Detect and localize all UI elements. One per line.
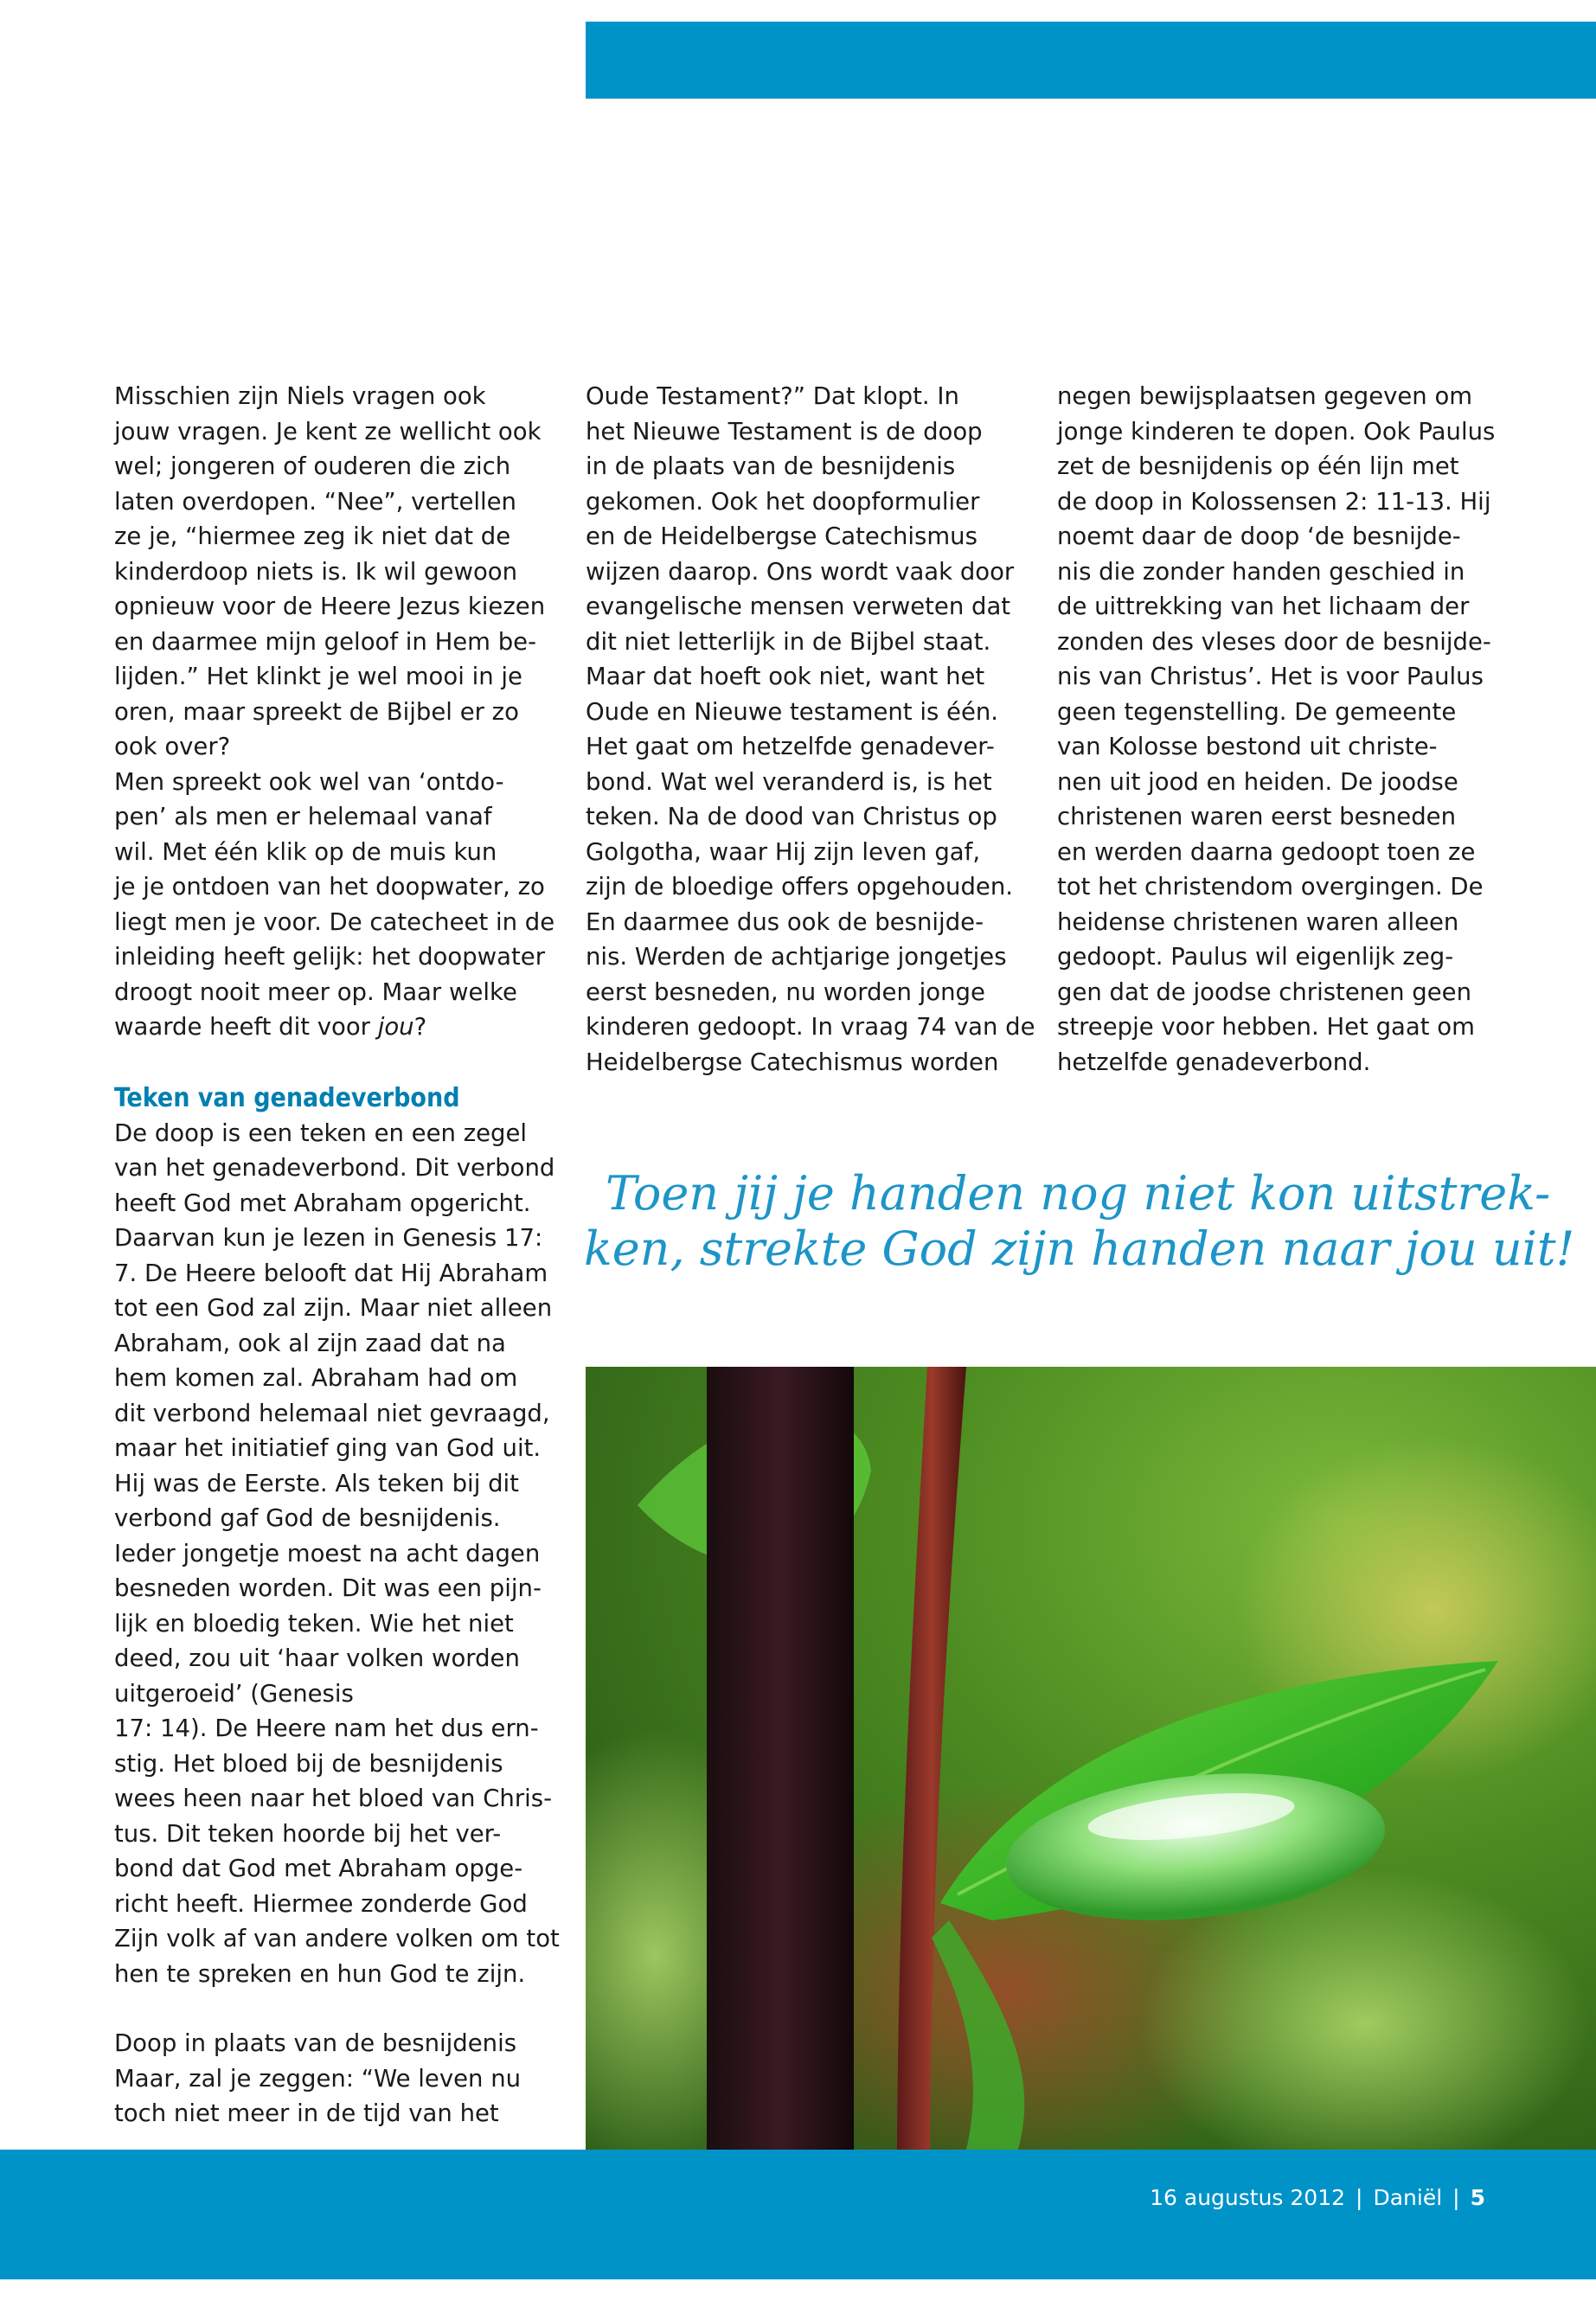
text-line: jonge kinderen te dopen. Ook Paulus — [1057, 417, 1496, 445]
text-line: hetzelfde genadeverbond. — [1057, 1048, 1371, 1076]
text-line: 7. De Heere belooft dat Hij Abraham — [114, 1259, 548, 1287]
text-line: tot het christendom overgingen. De — [1057, 873, 1484, 901]
pull-quote-line: ken, strekte God zijn handen naar jou uit! — [584, 1221, 1575, 1276]
pull-quote-line: Toen jij je handen nog niet kon uitstrek- — [606, 1166, 1551, 1221]
text-line: geen tegenstelling. De gemeente — [1057, 697, 1457, 726]
emphasis-jou: jou — [377, 1013, 414, 1041]
text-line: toch niet meer in de tijd van het — [114, 2099, 499, 2127]
text-line: verbond gaf God de besnijdenis. — [114, 1504, 501, 1532]
text-line: heidense christenen waren alleen — [1057, 907, 1459, 936]
text-line: maar het initiatief ging van God uit. — [114, 1434, 542, 1462]
text-line: zet de besnijdenis op één lijn met — [1057, 452, 1459, 480]
text-line: Maar, zal je zeggen: “We leven nu — [114, 2064, 522, 2093]
text-line: Doop in plaats van de besnijdenis — [114, 2029, 517, 2057]
top-header-bar — [586, 22, 1596, 99]
text-line: Maar dat hoeft ook niet, want het — [586, 663, 985, 690]
text-line: nen uit jood en heiden. De joodse — [1057, 767, 1458, 796]
text-line: De doop is een teken en een zegel — [114, 1118, 528, 1147]
text-line: nis. Werden de achtjarige jongetjes — [586, 943, 1007, 971]
text-line: besneden worden. Dit was een pijn- — [114, 1574, 542, 1602]
text-line: en daarmee mijn geloof in Hem be- — [114, 627, 537, 656]
text-line: nis die zonder handen geschied in — [1057, 557, 1465, 586]
text-line: het Nieuwe Testament is de doop — [586, 417, 983, 445]
text-line: de uittrekking van het lichaam der — [1057, 593, 1470, 620]
text-line: opnieuw voor de Heere Jezus kiezen — [114, 593, 546, 620]
text-line: dit verbond helemaal niet gevraagd, — [114, 1399, 550, 1427]
text-line: en de Heidelbergse Catechismus — [586, 522, 977, 550]
text-line: kinderdoop niets is. Ik wil gewoon — [114, 557, 518, 586]
text-line: wil. Met één klik op de muis kun — [114, 837, 497, 866]
text-line: tus. Dit teken hoorde bij het ver- — [114, 1819, 502, 1848]
text-line: noemt daar de doop ‘de besnijde- — [1057, 522, 1461, 550]
text-line: christenen waren eerst besneden — [1057, 803, 1457, 830]
text-line: in de plaats van de besnijdenis — [586, 452, 956, 480]
text-line: wijzen daarop. Ons wordt vaak door — [586, 557, 1015, 586]
text-line: bond. Wat wel veranderd is, is het — [586, 767, 992, 796]
text-line: de doop in Kolossensen 2: 11-13. Hij — [1057, 487, 1491, 516]
text-line: uitgeroeid’ (Genesis — [114, 1679, 354, 1708]
text-line: Daarvan kun je lezen in Genesis 17: — [114, 1224, 543, 1252]
text-line: Zijn volk af van andere volken om tot — [114, 1925, 560, 1952]
pull-quote — [584, 1166, 1575, 1277]
leaf-dewdrop-photo — [586, 1367, 1596, 2150]
text-line: kinderen gedoopt. In vraag 74 van de — [586, 1013, 1035, 1041]
text-line: Men spreekt ook wel van ‘ontdo- — [114, 767, 504, 796]
text-line: dit niet letterlijk in de Bijbel staat. — [586, 627, 991, 656]
text-line: negen bewijsplaatsen gegeven om — [1057, 382, 1473, 410]
text-line: oren, maar spreekt de Bijbel er zo — [114, 697, 519, 726]
text-line: Abraham, ook al zijn zaad dat na — [114, 1329, 506, 1357]
text-line: zijn de bloedige offers opgehouden. — [586, 873, 1014, 901]
text-column-3 — [1057, 379, 1507, 1080]
section-heading: Teken van genadeverbond — [114, 1082, 460, 1113]
text-line: tot een God zal zijn. Maar niet alleen — [114, 1294, 553, 1322]
text-line: Golgotha, waar Hij zijn leven gaf, — [586, 837, 981, 866]
page-footer — [1150, 2185, 1485, 2210]
footer-magazine: Daniël — [1373, 2185, 1443, 2210]
text-line: evangelische mensen verweten dat — [586, 593, 1011, 620]
text-line: inleiding heeft gelijk: het doopwater — [114, 943, 545, 971]
text-line: ook over? — [114, 733, 231, 760]
text-line: lijk en bloedig teken. Wie het niet — [114, 1609, 514, 1638]
footer-separator: | — [1452, 2185, 1460, 2210]
page-number: 5 — [1470, 2185, 1485, 2210]
text-line: gen dat de joodse christenen geen — [1057, 977, 1471, 1006]
text-line: nis van Christus’. Het is voor Paulus — [1057, 663, 1484, 690]
text-line: wel; jongeren of ouderen die zich — [114, 452, 511, 480]
bottom-footer-bar — [0, 2150, 1596, 2279]
text-line: Hij was de Eerste. Als teken bij dit — [114, 1469, 519, 1497]
genadeverbond-paragraph — [114, 1116, 560, 1992]
text-line: heeft God met Abraham opgericht. — [114, 1189, 531, 1217]
text-line: gedoopt. Paulus wil eigenlijk zeg- — [1057, 943, 1454, 971]
text-line: teken. Na de dood van Christus op — [586, 803, 997, 830]
text-line: bond dat God met Abraham opge- — [114, 1855, 523, 1882]
footer-separator: | — [1356, 2185, 1363, 2210]
text-line: stig. Het bloed bij de besnijdenis — [114, 1749, 503, 1778]
text-line: zonden des vleses door de besnijde- — [1057, 627, 1491, 656]
footer-date: 16 augustus 2012 — [1150, 2185, 1346, 2210]
text-line: jouw vragen. Je kent ze wellicht ook — [114, 417, 542, 445]
text-line: hem komen zal. Abraham had om — [114, 1364, 518, 1392]
intro-paragraph — [114, 379, 555, 1045]
text-line: Oude en Nieuwe testament is één. — [586, 697, 999, 726]
text-line: droogt nooit meer op. Maar welke — [114, 977, 517, 1006]
text-line — [114, 1009, 547, 1045]
text-column-2 — [586, 379, 1035, 1080]
text-line-prefix: waarde heeft dit voor — [114, 1013, 378, 1041]
text-line: 17: 14). De Heere nam het dus ern- — [114, 1715, 539, 1742]
text-line: wees heen naar het bloed van Chris- — [114, 1785, 553, 1812]
text-line: Misschien zijn Niels vragen ook — [114, 382, 486, 410]
text-line: lijden.” Het klinkt je wel mooi in je — [114, 663, 522, 690]
text-line: ze je, “hiermee zeg ik niet dat de — [114, 522, 511, 550]
text-line: deed, zou uit ‘haar volken worden — [114, 1644, 520, 1672]
text-line: Heidelbergse Catechismus worden — [586, 1048, 999, 1076]
text-line: van het genadeverbond. Dit verbond — [114, 1154, 555, 1182]
text-line-suffix: ? — [413, 1013, 427, 1041]
text-line: pen’ als men er helemaal vanaf — [114, 803, 492, 830]
text-line: Het gaat om hetzelfde genadever- — [586, 733, 995, 760]
text-line: Oude Testament?” Dat klopt. In — [586, 382, 959, 410]
text-line: laten overdopen. “Nee”, vertellen — [114, 487, 516, 516]
text-line: richt heeft. Hiermee zonderde God — [114, 1889, 528, 1918]
text-line: van Kolosse bestond uit christe- — [1057, 733, 1438, 760]
text-line: liegt men je voor. De catecheet in de — [114, 907, 555, 936]
text-line: Ieder jongetje moest na acht dagen — [114, 1539, 541, 1567]
doop-paragraph — [114, 2026, 547, 2131]
text-line: eerst besneden, nu worden jonge — [586, 977, 985, 1006]
text-line: En daarmee dus ook de besnijde- — [586, 907, 984, 936]
text-line: gekomen. Ook het doopformulier — [586, 487, 980, 516]
text-line: je je ontdoen van het doopwater, zo — [114, 873, 545, 901]
text-line: en werden daarna gedoopt toen ze — [1057, 837, 1476, 866]
text-line: hen te spreken en hun God te zijn. — [114, 1959, 526, 1988]
text-line: streepje voor hebben. Het gaat om — [1057, 1013, 1475, 1041]
text-column-1 — [114, 379, 560, 2131]
